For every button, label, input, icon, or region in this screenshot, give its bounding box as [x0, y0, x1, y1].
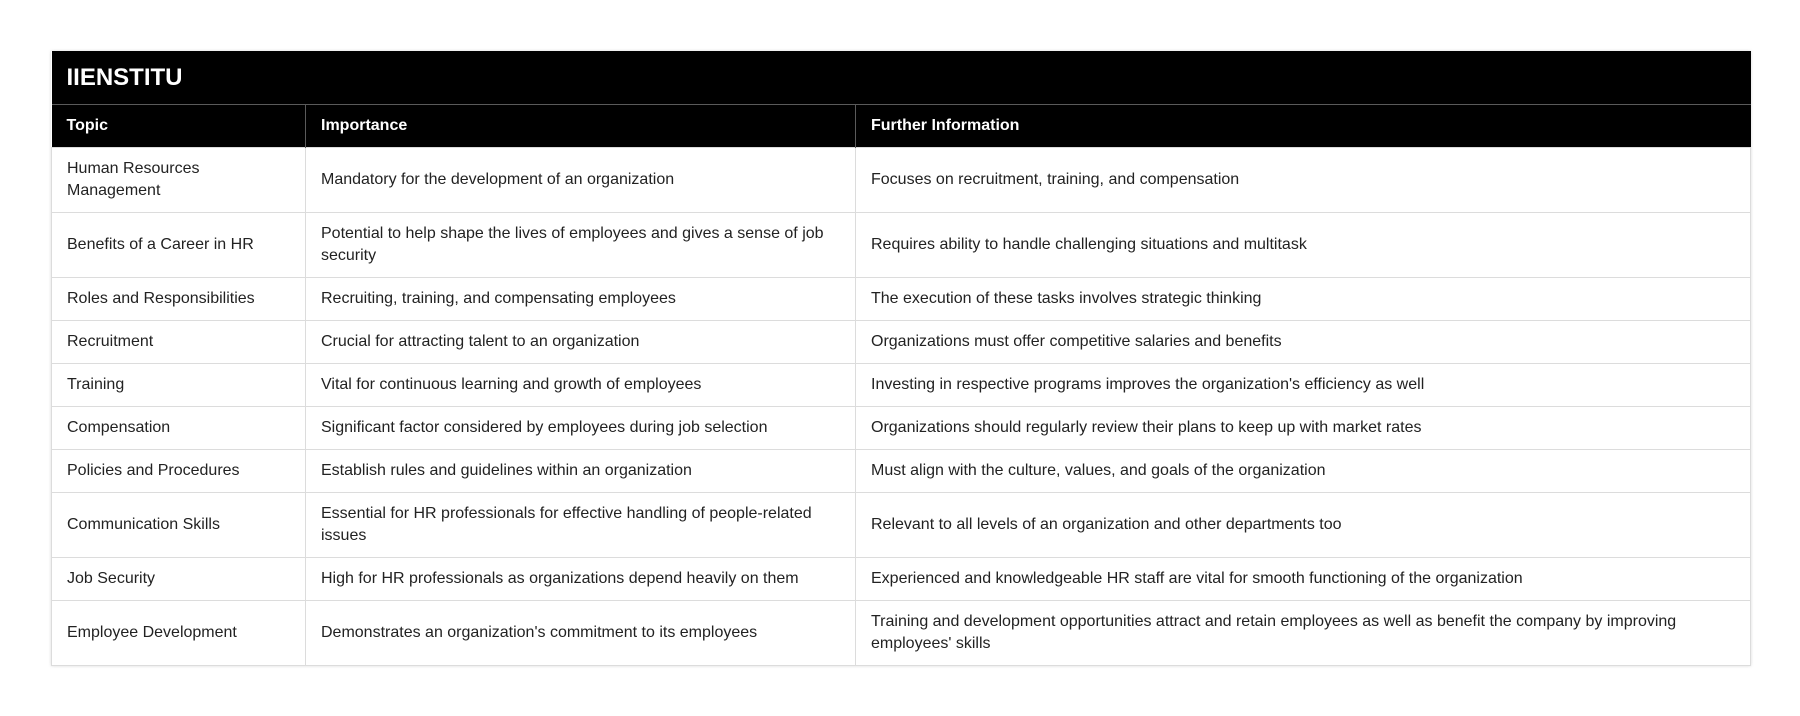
table-row	[52, 450, 1751, 493]
cell-further-information: Must align with the culture, values, and goals of the organization	[856, 450, 1751, 493]
cell-topic: Recruitment	[52, 321, 306, 364]
cell-further-information: Experienced and knowledgeable HR staff are vital for smooth functioning of the organization	[856, 558, 1751, 601]
cell-importance: Vital for continuous learning and growth of employees	[306, 364, 856, 407]
cell-topic: Compensation	[52, 407, 306, 450]
cell-topic: Human Resources Management	[52, 148, 306, 213]
cell-topic: Benefits of a Career in HR	[52, 213, 306, 278]
column-header-topic: Topic	[52, 105, 306, 148]
cell-importance: Significant factor considered by employees during job selection	[306, 407, 856, 450]
cell-further-information: Organizations must offer competitive salaries and benefits	[856, 321, 1751, 364]
cell-further-information: Investing in respective programs improves the organization's efficiency as well	[856, 364, 1751, 407]
cell-importance: Mandatory for the development of an organization	[306, 148, 856, 213]
table-title-row	[52, 51, 1751, 105]
cell-topic: Training	[52, 364, 306, 407]
cell-importance: Essential for HR professionals for effective handling of people-related issues	[306, 493, 856, 558]
table-row	[52, 148, 1751, 213]
cell-importance: Demonstrates an organization's commitment to its employees	[306, 601, 856, 666]
table-row	[52, 407, 1751, 450]
cell-importance: Potential to help shape the lives of employees and gives a sense of job security	[306, 213, 856, 278]
cell-further-information: Training and development opportunities attract and retain employees as well as benefit the company by improving employees' skills	[856, 601, 1751, 666]
cell-topic: Communication Skills	[52, 493, 306, 558]
table-row	[52, 493, 1751, 558]
cell-further-information: Relevant to all levels of an organization and other departments too	[856, 493, 1751, 558]
table-title: IIENSTITU	[52, 51, 1751, 105]
cell-further-information: Requires ability to handle challenging situations and multitask	[856, 213, 1751, 278]
table-row	[52, 364, 1751, 407]
cell-topic: Roles and Responsibilities	[52, 278, 306, 321]
cell-importance: Recruiting, training, and compensating employees	[306, 278, 856, 321]
cell-further-information: Organizations should regularly review their plans to keep up with market rates	[856, 407, 1751, 450]
cell-topic: Employee Development	[52, 601, 306, 666]
table-row	[52, 213, 1751, 278]
cell-importance: Crucial for attracting talent to an organization	[306, 321, 856, 364]
cell-further-information: Focuses on recruitment, training, and compensation	[856, 148, 1751, 213]
cell-further-information: The execution of these tasks involves strategic thinking	[856, 278, 1751, 321]
table-container	[51, 51, 1750, 666]
cell-importance: High for HR professionals as organizations depend heavily on them	[306, 558, 856, 601]
column-header-importance: Importance	[306, 105, 856, 148]
table-row	[52, 278, 1751, 321]
cell-topic: Job Security	[52, 558, 306, 601]
cell-topic: Policies and Procedures	[52, 450, 306, 493]
cell-importance: Establish rules and guidelines within an organization	[306, 450, 856, 493]
table-row	[52, 558, 1751, 601]
table-row	[52, 601, 1751, 666]
hr-topics-table	[51, 51, 1751, 666]
table-row	[52, 321, 1751, 364]
table-header-row	[52, 105, 1751, 148]
column-header-further-information: Further Information	[856, 105, 1751, 148]
